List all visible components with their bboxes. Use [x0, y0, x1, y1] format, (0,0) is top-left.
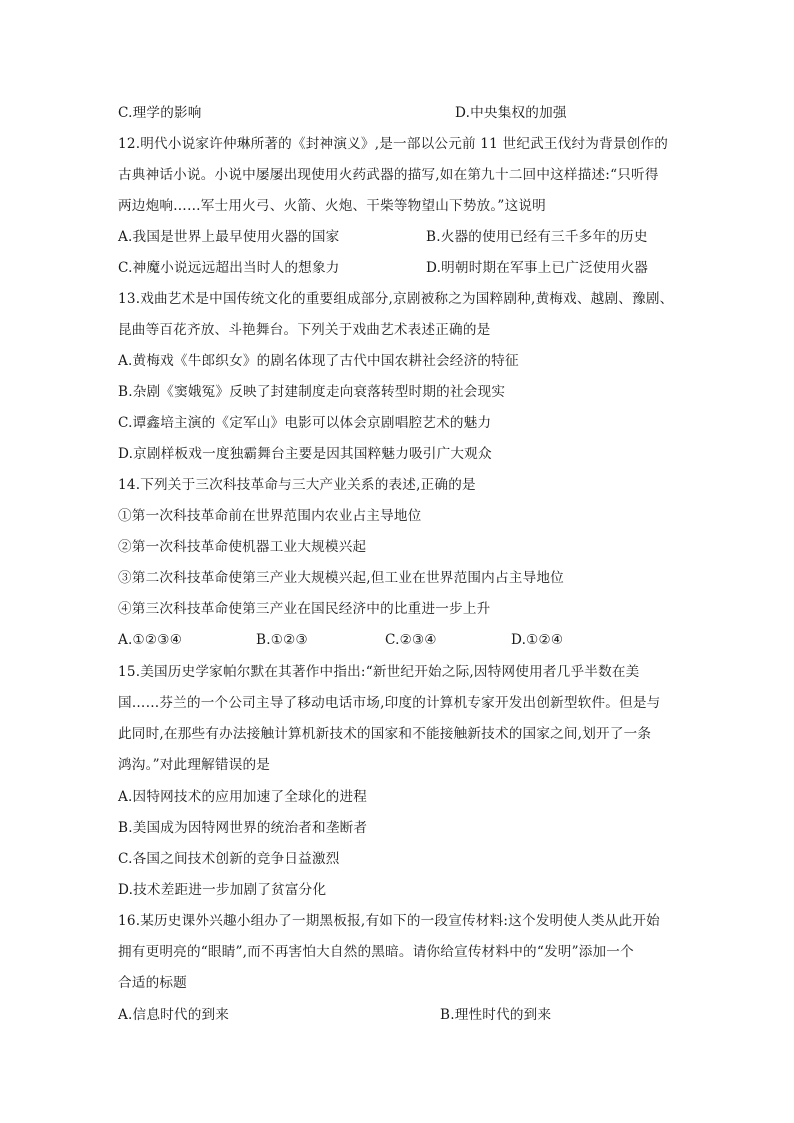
q14-statement-3: ③第二次科技革命使第三产业大规模兴起,但工业在世界范围内占主导地位 — [118, 570, 564, 586]
q12-stem-line-2: 古典神话小说。小说中屡屡出现使用火药武器的描写,如在第九十二回中这样描述:“只听得 — [118, 167, 659, 183]
q16-option-b: B.理性时代的到来 — [440, 1007, 552, 1023]
q15-option-d: D.技术差距进一步加剧了贫富分化 — [118, 882, 327, 898]
q12-option-b: B.火器的使用已经有三千多年的历史 — [426, 229, 648, 245]
q16-stem-line-3: 合适的标题 — [118, 975, 187, 991]
q11-option-d: D.中央集权的加强 — [455, 105, 567, 121]
q16-stem-line-1: 16.某历史课外兴趣小组办了一期黑板报,有如下的一段宣传材料:这个发明使人类从此开始 — [118, 913, 660, 929]
q13-stem-line-1: 13.戏曲艺术是中国传统文化的重要组成部分,京剧被称之为国粹剧种,黄梅戏、越剧、豫剧、 — [118, 291, 674, 307]
q14-statement-1: ①第一次科技革命前在世界范围内农业占主导地位 — [118, 508, 422, 524]
q16-stem-line-2: 拥有更明亮的“眼睛”,而不再害怕大自然的黑暗。请你给宣传材料中的“发明”添加一个 — [118, 944, 634, 960]
q15-option-b: B.美国成为因特网世界的统治者和垄断者 — [118, 820, 368, 836]
q11-option-c: C.理学的影响 — [118, 105, 202, 121]
q12-stem-line-3: 两边炮响……军士用火弓、火箭、火炮、干柴等物望山下势放。”这说明 — [118, 198, 546, 214]
q12-option-d: D.明朝时期在军事上已广泛使用火器 — [426, 260, 649, 276]
q13-option-a: A.黄梅戏《牛郎织女》的剧名体现了古代中国农耕社会经济的特征 — [118, 353, 519, 369]
q16-option-a: A.信息时代的到来 — [118, 1007, 230, 1023]
q13-option-b: B.杂剧《窦娥冤》反映了封建制度走向衰落转型时期的社会现实 — [118, 384, 506, 400]
q15-stem-line-2: 国……芬兰的一个公司主导了移动电话市场,印度的计算机专家开发出创新型软件。但是与 — [118, 695, 661, 711]
q12-option-a: A.我国是世界上最早使用火器的国家 — [118, 229, 340, 245]
q15-option-c: C.各国之间技术创新的竞争日益激烈 — [118, 851, 340, 867]
q14-option-d: D.①②④ — [511, 632, 564, 648]
q15-option-a: A.因特网技术的应用加速了全球化的进程 — [118, 789, 368, 805]
q15-stem-line-3: 此同时,在那些有办法接触计算机新技术的国家和不能接触新技术的国家之间,划开了一条 — [118, 726, 652, 742]
q14-option-c: C.②③④ — [385, 632, 437, 648]
q14-stem: 14.下列关于三次科技革命与三大产业关系的表述,正确的是 — [118, 477, 476, 493]
q14-option-b: B.①②③ — [256, 632, 308, 648]
q15-stem-line-1: 15.美国历史学家帕尔默在其著作中指出:“新世纪开始之际,因特网使用者几乎半数在美 — [118, 664, 640, 680]
q13-stem-line-2: 昆曲等百花齐放、斗艳舞台。下列关于戏曲艺术表述正确的是 — [118, 322, 491, 338]
q14-statement-2: ②第一次科技革命使机器工业大规模兴起 — [118, 539, 367, 555]
q13-option-d: D.京剧样板戏一度独霸舞台主要是因其国粹魅力吸引广大观众 — [118, 446, 492, 462]
q14-statement-4: ④第三次科技革命使第三产业在国民经济中的比重进一步上升 — [118, 601, 491, 617]
q12-option-c: C.神魔小说远远超出当时人的想象力 — [118, 260, 340, 276]
q15-stem-line-4: 鸿沟。”对此理解错误的是 — [118, 757, 271, 773]
q12-stem-line-1: 12.明代小说家许仲琳所著的《封神演义》,是一部以公元前 11 世纪武王伐纣为背景创作的 — [118, 136, 669, 152]
q13-option-c: C.谭鑫培主演的《定军山》电影可以体会京剧唱腔艺术的魅力 — [118, 415, 492, 431]
q14-option-a: A.①②③④ — [118, 632, 183, 648]
